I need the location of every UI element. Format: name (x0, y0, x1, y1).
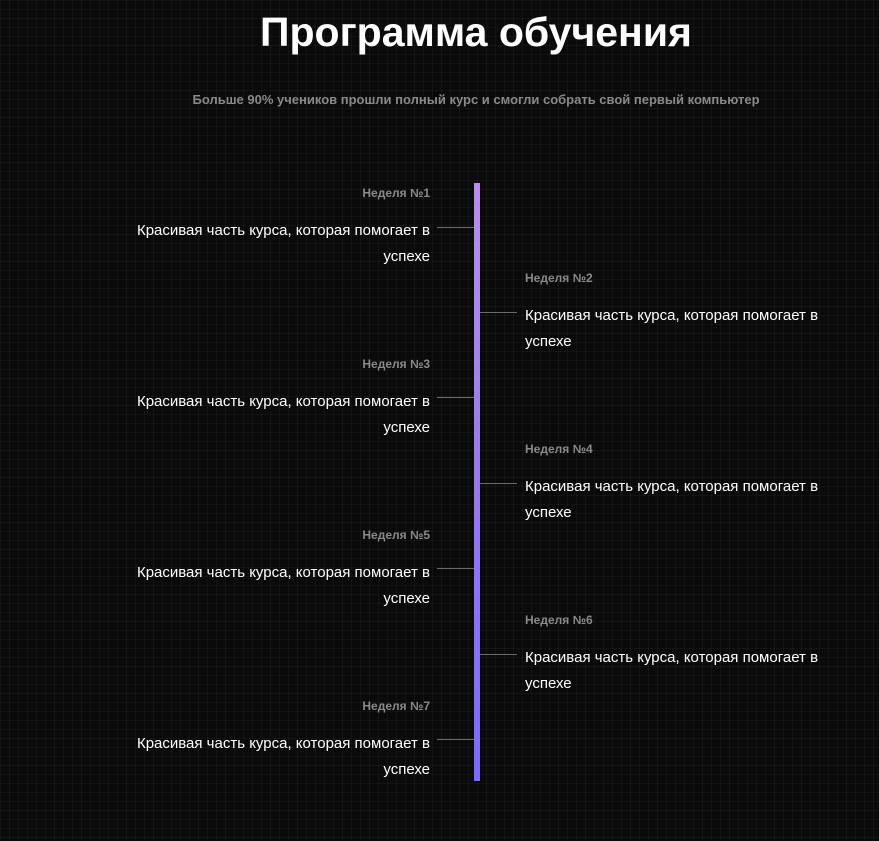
week-label: Неделя №3 (362, 357, 430, 371)
timeline-connector (480, 483, 517, 484)
timeline-item-week-1 (130, 185, 430, 270)
timeline-connector (480, 312, 517, 313)
timeline-item-week-3 (130, 356, 430, 441)
timeline-item-week-4 (525, 441, 825, 526)
week-description: Красивая часть курса, которая помогает в успехе (136, 564, 430, 607)
timeline-item-week-6 (525, 612, 825, 697)
timeline-connector (437, 227, 474, 228)
week-label: Неделя №2 (525, 271, 593, 285)
timeline-item-week-5 (130, 527, 430, 612)
timeline-item-week-7 (130, 698, 430, 783)
timeline-connector (437, 397, 474, 398)
week-description: Красивая часть курса, которая помогает в успехе (525, 307, 819, 350)
week-description: Красивая часть курса, которая помогает в успехе (136, 222, 430, 265)
week-label: Неделя №1 (362, 186, 430, 200)
week-label: Неделя №6 (525, 613, 593, 627)
timeline-line (474, 183, 480, 781)
timeline-connector (480, 654, 517, 655)
timeline-connector (437, 568, 474, 569)
week-label: Неделя №7 (362, 699, 430, 713)
timeline-item-week-2 (525, 270, 825, 355)
page-subtitle: Больше 90% учеников прошли полный курс и смогли собрать свой первый компьютер (192, 92, 760, 107)
week-description: Красивая часть курса, которая помогает в успехе (525, 478, 819, 521)
week-description: Красивая часть курса, которая помогает в успехе (136, 393, 430, 436)
page-title: Программа обучения (260, 9, 692, 55)
week-label: Неделя №4 (525, 442, 593, 456)
week-description: Красивая часть курса, которая помогает в успехе (525, 649, 819, 692)
week-description: Красивая часть курса, которая помогает в успехе (136, 735, 430, 778)
week-label: Неделя №5 (362, 528, 430, 542)
timeline-connector (437, 739, 474, 740)
